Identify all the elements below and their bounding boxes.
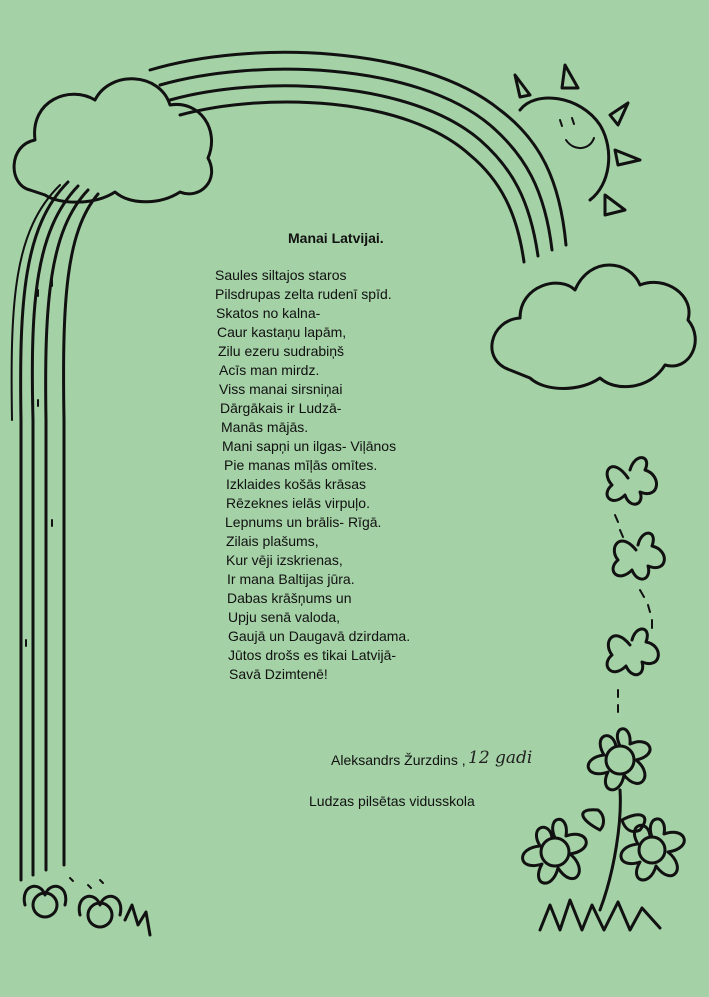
poem-line: Lepnums un brālis- Rīgā. (225, 514, 382, 530)
right-cloud (492, 265, 695, 389)
butterflies-illustration (607, 458, 664, 712)
poem-title: Manai Latvijai. (288, 230, 384, 246)
author-age-handwritten: 12 gadi (468, 748, 533, 768)
poem-line: Dabas krāšņums un (227, 590, 352, 606)
poem-line: Saules siltajos staros (215, 267, 347, 283)
poem-line: Viss manai sirsniņai (219, 381, 343, 397)
poem-line: Manās mājās. (221, 419, 309, 435)
poem-line: Kur vēji izskrienas, (226, 552, 343, 568)
poem-line: Upju senā valoda, (228, 609, 341, 625)
poem-line: Izklaides košās krāsas (226, 476, 367, 492)
poem-line: Rēzeknes ielās virpuļo. (226, 495, 370, 511)
poem-line: Skatos no kalna- (216, 305, 321, 321)
author-name: Aleksandrs Žurzdins , (331, 752, 466, 768)
poem-line: Dārgākais ir Ludzā- (220, 400, 342, 416)
poem-line: Ir mana Baltijas jūra. (227, 571, 355, 587)
school-name: Ludzas pilsētas vidusskola (309, 793, 475, 809)
poem-line: Zilu ezeru sudrabiņš (218, 343, 345, 359)
poem-line: Gaujā un Daugavā dzirdama. (228, 628, 411, 644)
poem-line: Pie manas mīļās omītes. (224, 457, 378, 473)
poem-line: Zilais plašums, (226, 533, 319, 549)
poem-line: Caur kastaņu lapām, (217, 324, 347, 340)
poem-line: Acīs man mirdz. (219, 362, 320, 378)
poem-line: Mani sapņi un ilgas- Viļānos (222, 438, 397, 454)
poem-line: Jūtos drošs es tikai Latvijā- (228, 647, 397, 663)
sun-illustration (515, 65, 640, 215)
poem-line: Savā Dzimtenē! (229, 666, 328, 682)
poem-line: Pilsdrupas zelta rudenī spīd. (215, 286, 392, 302)
